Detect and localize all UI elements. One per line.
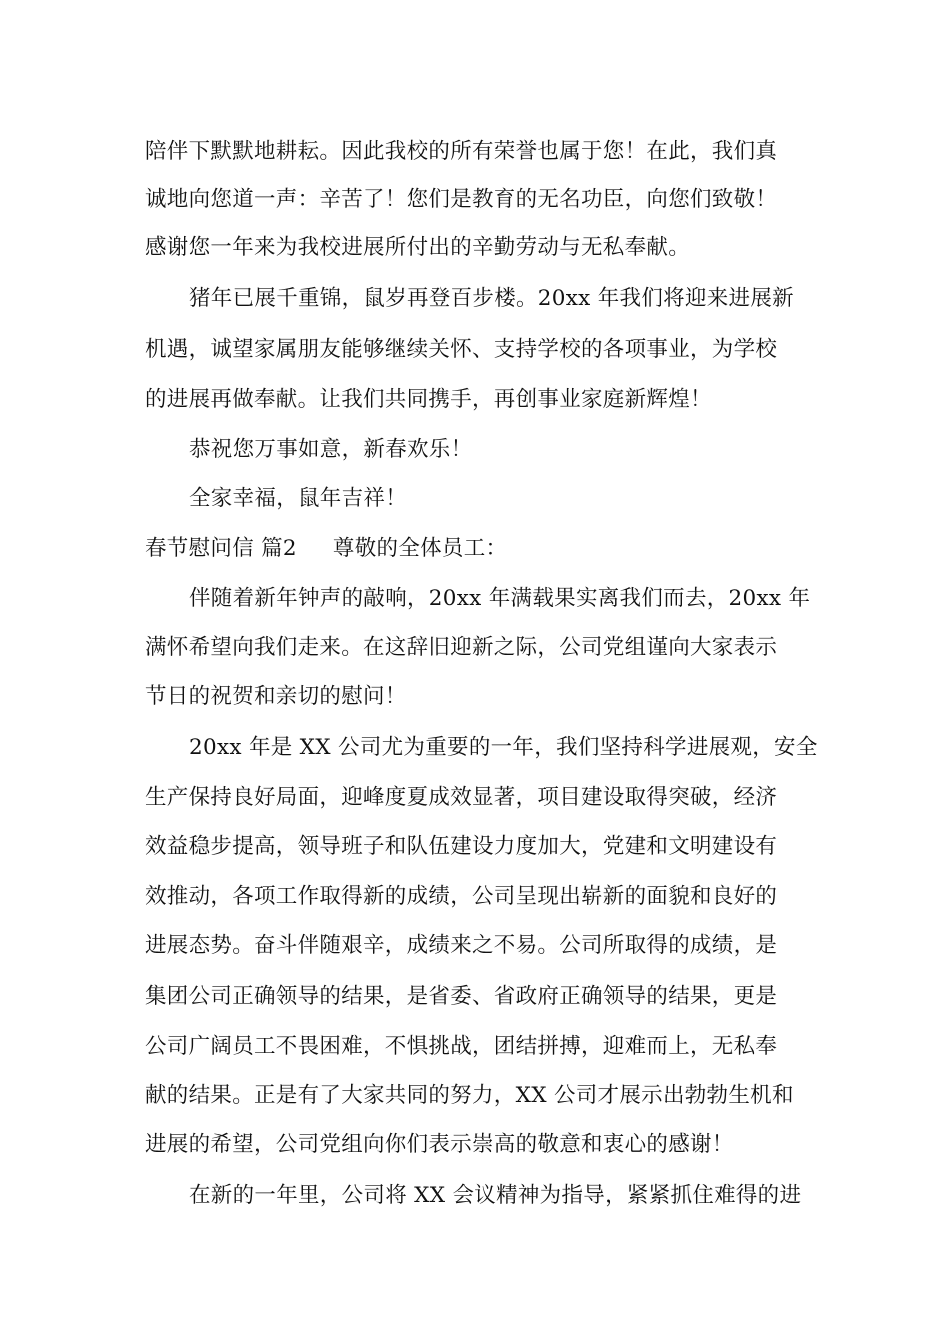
greeting-line: 全家幸福，鼠年吉祥！ <box>189 486 408 511</box>
text-line: 献的结果。正是有了大家共同的努力，XX 公司才展示出勃勃生机和 <box>145 1083 794 1108</box>
text-line: 公司广阔员工不畏困难，不惧挑战，团结拼搏，迎难而上，无私奉 <box>145 1034 778 1059</box>
paragraph-first-line: 20xx 年是 XX 公司尤为重要的一年，我们坚持科学进展观，安全 <box>189 735 818 760</box>
greeting-line: 恭祝您万事如意，新春欢乐！ <box>189 437 473 462</box>
paragraph-first-line: 伴随着新年钟声的敲响，20xx 年满载果实离我们而去，20xx 年 <box>189 586 811 611</box>
text-line: 满怀希望向我们走来。在这辞旧迎新之际，公司党组谨向大家表示 <box>145 635 778 660</box>
text-line: 感谢您一年来为我校进展所付出的辛勤劳动与无私奉献。 <box>145 235 691 260</box>
text-line: 进展态势。奋斗伴随艰辛，成绩来之不易。公司所取得的成绩，是 <box>145 933 778 958</box>
text-line: 节日的祝贺和亲切的慰问！ <box>145 684 407 709</box>
paragraph-first-line: 猪年已展千重锦，鼠岁再登百步楼。20xx 年我们将迎来进展新 <box>189 286 794 311</box>
text-line: 诚地向您道一声：辛苦了！您们是教育的无名功臣，向您们致敬！ <box>145 187 778 212</box>
salutation: 尊敬的全体员工： <box>332 536 508 561</box>
text-line: 陪伴下默默地耕耘。因此我校的所有荣誉也属于您！在此，我们真 <box>145 139 778 164</box>
section-title: 春节慰问信 篇2 <box>145 536 297 561</box>
text-line: 的进展再做奉献。让我们共同携手，再创事业家庭新辉煌！ <box>145 387 712 412</box>
paragraph-first-line: 在新的一年里，公司将 XX 会议精神为指导，紧紧抓住难得的进 <box>189 1183 802 1208</box>
text-line: 进展的希望，公司党组向你们表示崇高的敬意和衷心的感谢！ <box>145 1132 734 1157</box>
text-line: 集团公司正确领导的结果，是省委、省政府正确领导的结果，更是 <box>145 984 778 1009</box>
text-line: 效益稳步提高，领导班子和队伍建设力度加大，党建和文明建设有 <box>145 834 778 859</box>
text-line: 生产保持良好局面，迎峰度夏成效显著，项目建设取得突破，经济 <box>145 785 778 810</box>
text-line: 机遇，诚望家属朋友能够继续关怀、支持学校的各项事业，为学校 <box>145 337 778 362</box>
text-line: 效推动，各项工作取得新的成绩，公司呈现出崭新的面貌和良好的 <box>145 884 778 909</box>
section-heading <box>145 535 507 563</box>
